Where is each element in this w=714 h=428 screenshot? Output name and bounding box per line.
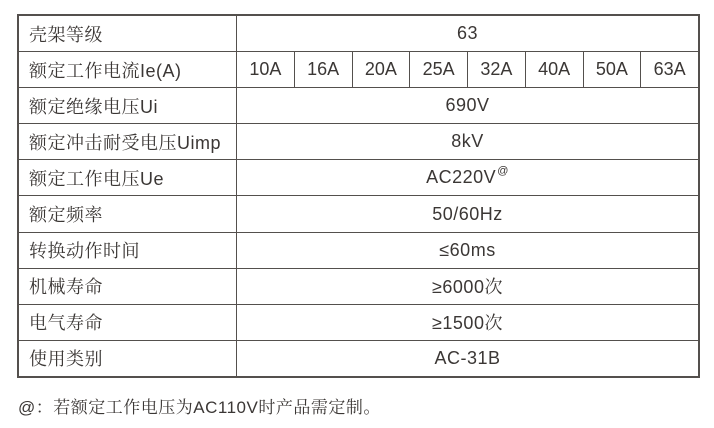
current-rating-cells <box>237 52 698 87</box>
current-value-cell: 40A <box>526 52 584 87</box>
footnote-marker: @ <box>497 164 509 177</box>
row-label: 转换动作时间 <box>19 233 237 268</box>
row-value: ≥6000次 <box>432 277 503 298</box>
current-value-cell: 16A <box>295 52 353 87</box>
table-row-frame-grade <box>19 16 698 51</box>
row-label: 使用类别 <box>19 341 237 376</box>
row-label: 机械寿命 <box>19 269 237 304</box>
row-value: 8kV <box>451 131 484 152</box>
row-label: 额定工作电压Ue <box>19 160 237 195</box>
working-voltage-value: AC220V <box>426 167 497 188</box>
table-row-electrical-life <box>19 304 698 340</box>
table-row-rated-frequency <box>19 195 698 231</box>
row-label: 额定工作电流Ie(A) <box>19 52 237 87</box>
row-label: 额定绝缘电压Ui <box>19 88 237 123</box>
row-value: ≥1500次 <box>432 313 503 334</box>
table-row-transfer-time <box>19 232 698 268</box>
current-value-cell: 63A <box>653 59 686 80</box>
current-value-cell: 25A <box>410 52 468 87</box>
current-value-cell: 32A <box>468 52 526 87</box>
table-row-impulse-voltage <box>19 123 698 159</box>
table-row-insulation-voltage <box>19 87 698 123</box>
current-value-cell: 20A <box>353 52 411 87</box>
current-value-cell: 10A <box>237 52 295 87</box>
footnote: @：若额定工作电压为AC110V时产品需定制。 <box>18 398 381 417</box>
row-value: 690V <box>445 95 490 116</box>
spec-table <box>17 14 700 378</box>
table-row-mechanical-life <box>19 268 698 304</box>
table-row-rated-current <box>19 51 698 87</box>
table-row-utilization-category <box>19 340 698 376</box>
row-label: 额定冲击耐受电压Uimp <box>19 124 237 159</box>
row-value: 50/60Hz <box>432 203 503 224</box>
row-value: 63 <box>456 23 479 44</box>
row-value <box>237 160 698 195</box>
row-value: ≤60ms <box>439 239 496 260</box>
table-row-working-voltage <box>19 159 698 195</box>
current-value-cell: 50A <box>584 52 642 87</box>
row-value: AC-31B <box>434 347 501 368</box>
row-label: 壳架等级 <box>19 16 237 51</box>
row-label: 额定频率 <box>19 196 237 231</box>
row-label: 电气寿命 <box>19 305 237 340</box>
